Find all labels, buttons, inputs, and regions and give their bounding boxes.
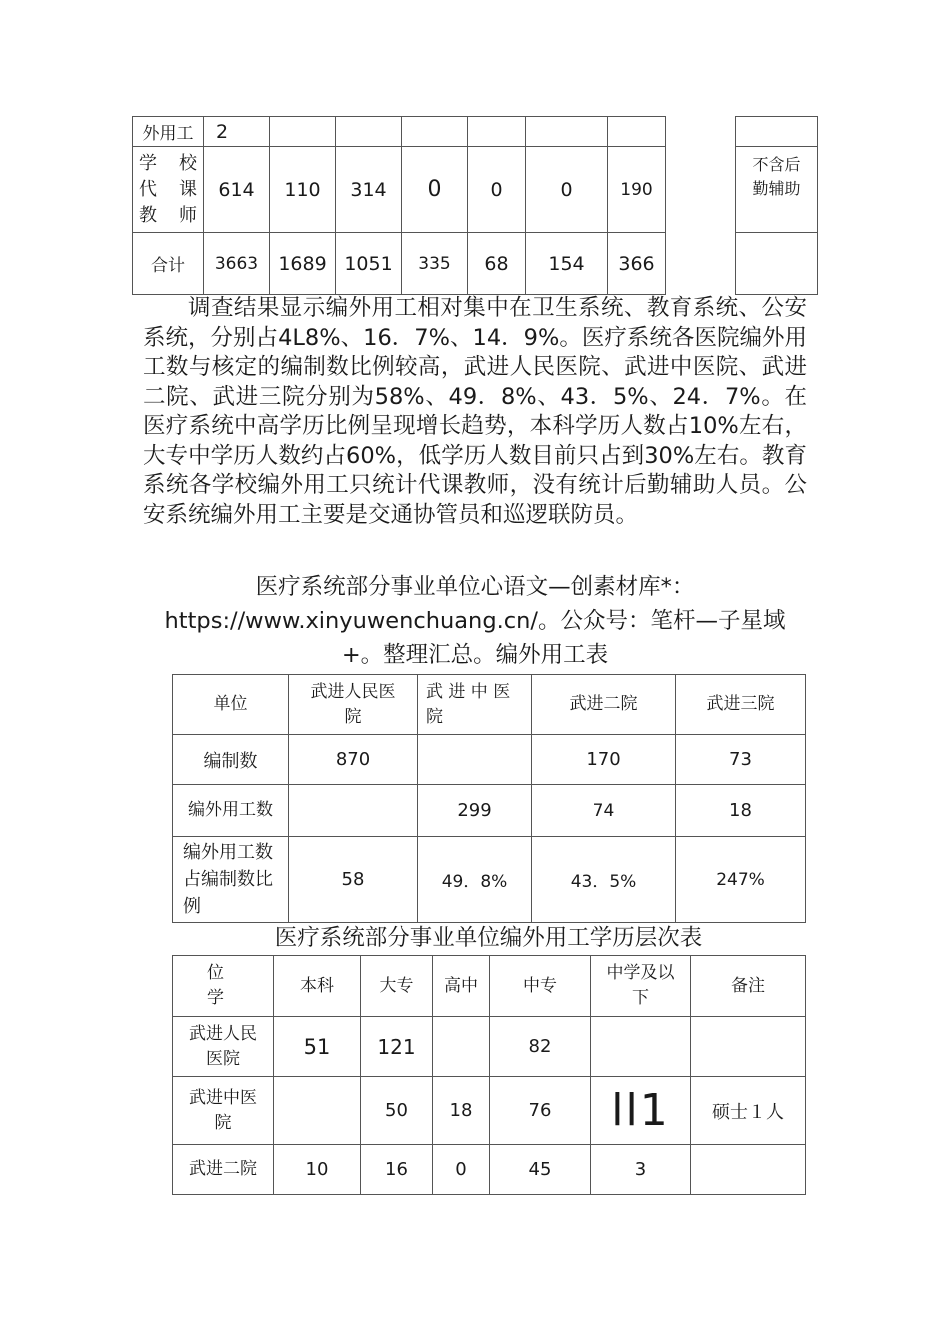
cell: 0	[526, 147, 608, 233]
cell	[270, 117, 336, 147]
cell: 49．8%	[418, 837, 532, 923]
cell	[336, 117, 402, 147]
table-row	[133, 117, 818, 147]
cell: 0	[468, 147, 526, 233]
header-wujin-third-hospital: 武进三院	[676, 675, 806, 735]
cell: 1689	[270, 233, 336, 295]
staffing-table-continued	[132, 116, 818, 295]
table-header-row	[173, 675, 806, 735]
header-bachelor: 本科	[274, 956, 361, 1017]
cell	[608, 117, 666, 147]
cell	[468, 117, 526, 147]
cell: 58	[289, 837, 418, 923]
cell: 299	[418, 785, 532, 837]
cell	[526, 117, 608, 147]
cell: 2	[204, 117, 270, 147]
table-caption-staffing: 医疗系统部分事业单位心语文—创素材库*：https://www.xinyuwenchuang.cn/。公众号：笔杆—子星域+。整理汇总。编外用工表	[164, 574, 786, 668]
cell: 247%	[676, 837, 806, 923]
table-row	[173, 837, 806, 923]
row-label: 编外用工数	[173, 785, 289, 837]
row-label: 编制数	[173, 735, 289, 785]
cell: 73	[676, 735, 806, 785]
row-label: 编外用工数占编制数比例	[173, 837, 289, 923]
header-wujin-tcm-hospital: 武 进 中 医 院	[418, 675, 532, 735]
cell: 43．5%	[532, 837, 676, 923]
table-row	[173, 735, 806, 785]
header-unit: 单位	[173, 675, 289, 735]
header-high-school: 高中	[433, 956, 490, 1017]
cell: 3663	[204, 233, 270, 295]
header-remarks: 备注	[691, 956, 806, 1017]
cell	[691, 1017, 806, 1077]
cell: 45	[490, 1145, 591, 1195]
cell	[691, 1145, 806, 1195]
cell	[274, 1077, 361, 1145]
header-vocational: 中专	[490, 956, 591, 1017]
cell: 50	[361, 1077, 433, 1145]
note-cell	[736, 233, 818, 295]
cell: 82	[490, 1017, 591, 1077]
note-cell: 不含后勤辅助	[736, 147, 818, 233]
cell: 51	[274, 1017, 361, 1077]
body-paragraph: 调查结果显示编外用工相对集中在卫生系统、教育系统、公安系统，分别占4L8%、16．7%、14．9%。医疗系统各医院编外用工数与核定的编制数比例较高，武进人民医院、武进中医院、武进二院、武进三院分别为58%、49．8%、43．5%、24．7%。在医疗系统中高学历比例呈现增长趋势，本科学历人数占10%左右，大专中学历人数约占60%，低学历人数目前只占到30%左右。教育系统各学校编外用工只统计代课教师，没有统计后勤辅助人员。公安系统编外用工主要是交通协管员和巡逻联防员。	[143, 295, 807, 528]
cell: 硕士１人	[691, 1077, 806, 1145]
row-label: 武进中医院	[173, 1077, 274, 1145]
cell: 0	[433, 1145, 490, 1195]
table-row	[173, 1145, 806, 1195]
cell: 366	[608, 233, 666, 295]
cell	[433, 1017, 490, 1077]
cell	[402, 117, 468, 147]
education-level-table	[172, 955, 806, 1195]
cell: 170	[532, 735, 676, 785]
header-college: 大专	[361, 956, 433, 1017]
header-corner: 位 学	[173, 956, 274, 1017]
cell: 18	[433, 1077, 490, 1145]
table-row	[173, 1017, 806, 1077]
cell: 3	[591, 1145, 691, 1195]
cell: 18	[676, 785, 806, 837]
cell	[289, 785, 418, 837]
table-caption-education: 医疗系统部分事业单位编外用工学历层次表	[274, 925, 703, 951]
cell: 10	[274, 1145, 361, 1195]
row-label: 合计	[133, 233, 204, 295]
cell: 0	[402, 147, 468, 233]
cell: 1051	[336, 233, 402, 295]
table-row	[173, 1077, 806, 1145]
row-label: 武进人民医院	[173, 1017, 274, 1077]
table-row	[173, 785, 806, 837]
row-label: 武进二院	[173, 1145, 274, 1195]
cell	[591, 1017, 691, 1077]
row-label-text: 学 校 代 课 教师	[139, 152, 197, 226]
cell: 110	[270, 147, 336, 233]
cell: 190	[608, 147, 666, 233]
row-label: 外用工	[133, 117, 204, 147]
cell: ll1	[591, 1077, 691, 1145]
cell: 614	[204, 147, 270, 233]
cell: 335	[402, 233, 468, 295]
cell: 74	[532, 785, 676, 837]
cell: 68	[468, 233, 526, 295]
cell: 154	[526, 233, 608, 295]
cell: 121	[361, 1017, 433, 1077]
note-cell	[736, 117, 818, 147]
row-label	[133, 147, 204, 233]
header-wujin-second-hospital: 武进二院	[532, 675, 676, 735]
hospital-staffing-table	[172, 674, 806, 923]
table-header-row	[173, 956, 806, 1017]
header-middle-school-below: 中学及以下	[591, 956, 691, 1017]
blank-gap	[666, 117, 736, 295]
header-wujin-people-hospital: 武进人民医院	[289, 675, 418, 735]
cell: 16	[361, 1145, 433, 1195]
cell	[418, 735, 532, 785]
cell: 870	[289, 735, 418, 785]
cell: 314	[336, 147, 402, 233]
cell: 76	[490, 1077, 591, 1145]
